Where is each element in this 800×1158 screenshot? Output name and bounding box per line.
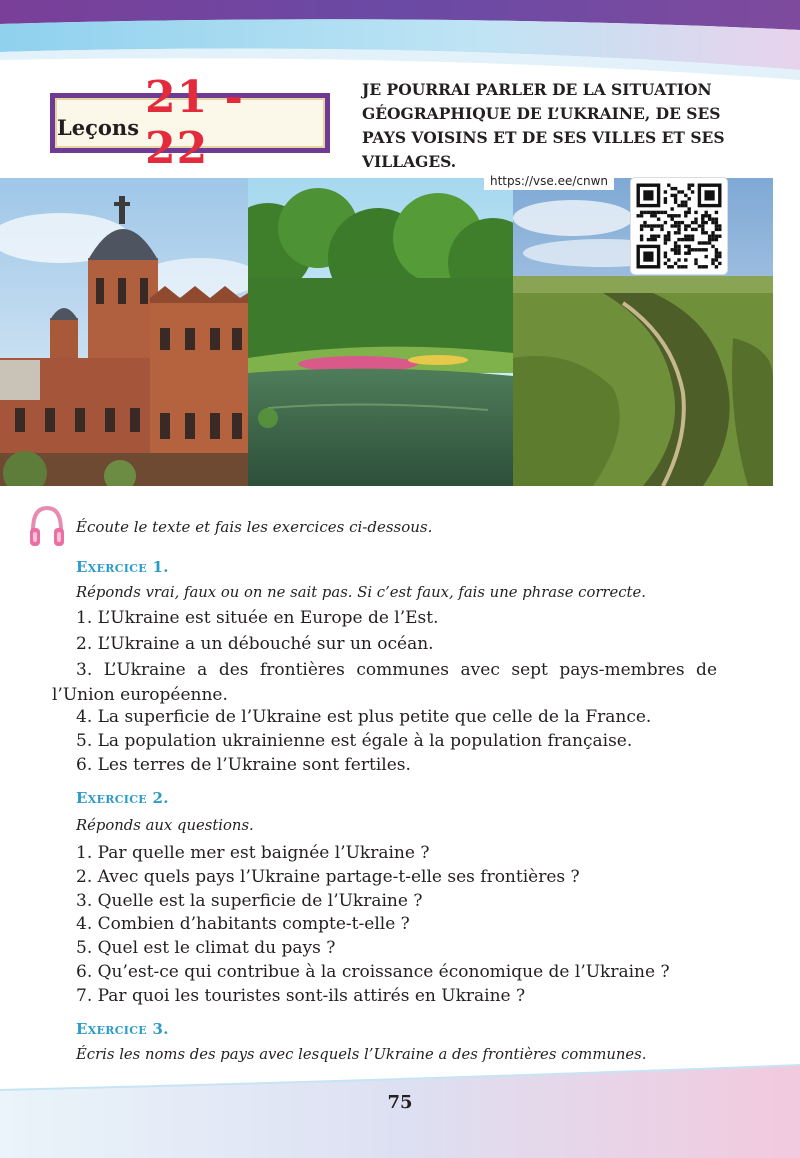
headphones-icon — [27, 502, 67, 550]
lesson-objective: JE POURRAI PARLER DE LA SITUATION GÉOGRAPHIQUE DE L’UKRAINE, DE SES PAYS VOISINS ET DE SES VILLES ET SES VILLAGES. — [362, 80, 725, 171]
exercise-2-item: 4. Combien d’habitants compte-t-elle ? — [76, 914, 410, 934]
lesson-label: Leçons — [57, 114, 140, 140]
exercise-2-item: 1. Par quelle mer est baignée l’Ukraine ? — [76, 843, 430, 863]
exercise-2-item: 2. Avec quels pays l’Ukraine partage-t-elle ses frontières ? — [76, 867, 580, 887]
listen-instruction: Écoute le texte et fais les exercices ci-dessous. — [76, 518, 433, 536]
exercise-1-item: 6. Les terres de l’Ukraine sont fertiles. — [76, 755, 411, 775]
exercise-1-item: 3. L’Ukraine a des frontières communes avec sept pays-membres de l’Union européenne. — [52, 660, 717, 705]
exercise-2-item: 6. Qu’est-ce qui contribue à la croissance économique de l’Ukraine ? — [76, 962, 670, 982]
exercise-1-title: Exercice 1. — [76, 558, 169, 576]
top-decorative-band — [0, 0, 800, 90]
exercise-2-item: 5. Quel est le climat du pays ? — [76, 938, 336, 958]
exercise-3-title: Exercice 3. — [76, 1020, 169, 1038]
photo-university-building — [0, 178, 248, 486]
exercise-1-item: 2. L’Ukraine a un débouché sur un océan. — [76, 634, 434, 654]
exercise-2-item: 3. Quelle est la superficie de l’Ukraine ? — [76, 891, 423, 911]
exercise-3-instruction: Écris les noms des pays avec lesquels l’Ukraine a des frontières communes. — [76, 1046, 647, 1063]
exercise-2-item: 7. Par quoi les touristes sont-ils attirés en Ukraine ? — [76, 986, 526, 1006]
exercise-1-item: 1. L’Ukraine est située en Europe de l’Est. — [76, 608, 439, 628]
qr-code-image — [631, 178, 727, 274]
lesson-number: 21 - 22 — [145, 72, 244, 174]
qr-code[interactable] — [631, 178, 727, 274]
exercise-2-instruction: Réponds aux questions. — [76, 817, 254, 834]
photo-park-lake — [248, 178, 513, 486]
exercise-1-item: 5. La population ukrainienne est égale à la population française. — [76, 731, 633, 751]
page-number: 75 — [387, 1092, 413, 1113]
lesson-badge — [50, 72, 330, 174]
exercise-1-item: 4. La superficie de l’Ukraine est plus petite que celle de la France. — [76, 707, 652, 727]
qr-link-url[interactable]: https://vse.ee/cnwn — [484, 172, 614, 190]
exercise-2-title: Exercice 2. — [76, 789, 169, 807]
exercise-1-instruction: Réponds vrai, faux ou on ne sait pas. Si c’est faux, fais une phrase correcte. — [76, 584, 646, 601]
